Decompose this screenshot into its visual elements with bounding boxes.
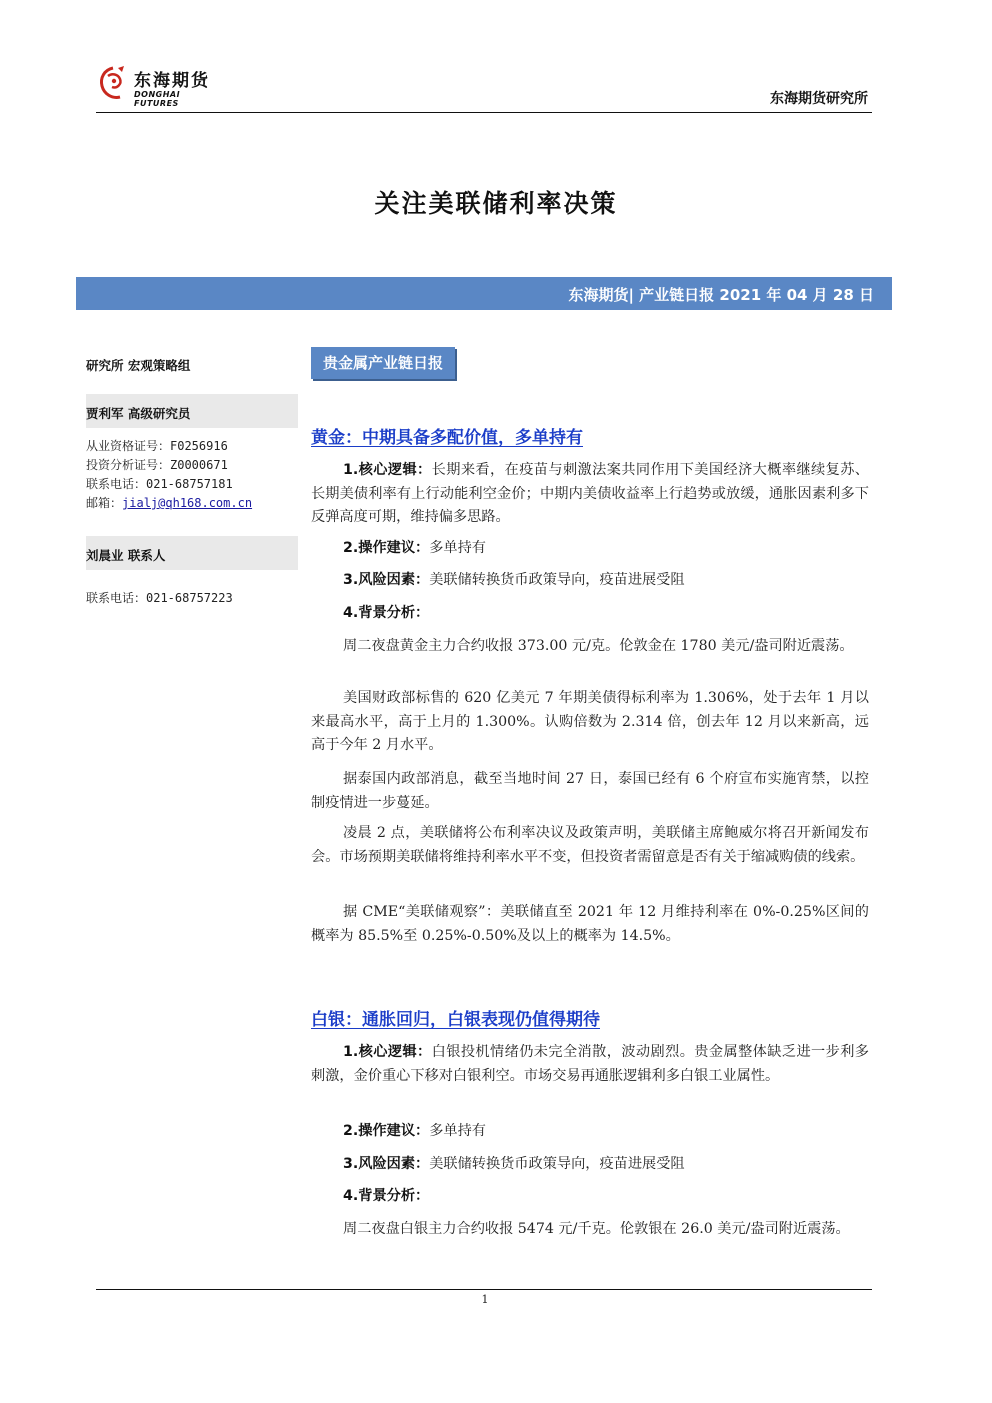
silver-background-heading [311,1185,869,1209]
gold-advice [311,537,869,561]
report-banner [76,277,892,310]
silver-bg-label: 4.背景分析： [343,1188,430,1204]
analyst1-phone: 联系电话：021-68757181 [86,477,233,491]
company-logo [96,64,226,108]
gold-risk-label: 3.风险因素： [343,572,430,588]
silver-section-title: 白银：通胀回归，白银表现仍值得期待 [311,1010,600,1030]
silver-advice-text: 多单持有 [429,1123,486,1139]
institute-name: 东海期货研究所 [770,91,868,107]
silver-advice [311,1120,869,1144]
gold-logic-text: 长期来看，在疫苗与刺激法案共同作用下美国经济大概率继续复苏、长期美债利率有上行动能利空金价；中期内美债收益率上行趋势或放缓，通胀因素利多下反弹高度可期，维持偏多思路。 [311,462,869,525]
analyst2-phone: 联系电话：021-68757223 [86,591,233,605]
analyst1-certificate: 投资分析证号：Z0000671 [86,458,228,472]
header-divider [96,112,872,113]
silver-core-logic [311,1041,869,1088]
gold-risk [311,569,869,593]
silver-risk-text: 美联储转换货币政策导向，疫苗进展受阻 [429,1156,685,1172]
gold-risk-text: 美联储转换货币政策导向，疫苗进展受阻 [429,572,685,588]
dragon-logo-icon [96,64,130,104]
gold-bg-paragraph: 凌晨 2 点，美联储将公布利率决议及政策声明，美联储主席鲍威尔将召开新闻发布会。市场预期美联储将维持利率水平不变，但投资者需留意是否有关于缩减购债的线索。 [311,825,869,865]
gold-section-title: 黄金：中期具备多配价值，多单持有 [311,428,583,448]
logo-chinese-name: 东海期货 [134,71,210,91]
page-header [96,62,872,114]
silver-risk-label: 3.风险因素： [343,1156,430,1172]
section-tag: 贵金属产业链日报 [311,347,455,379]
banner-text: 东海期货| 产业链日报 2021 年 04 月 28 日 [568,286,874,304]
email-link[interactable]: jialj@qh168.com.cn [122,496,253,510]
page-number: 1 [481,1293,489,1306]
logo-english-name: DONGHAI FUTURES [134,90,181,108]
gold-logic-label: 1.核心逻辑： [343,462,432,478]
silver-advice-label: 2.操作建议： [343,1123,430,1139]
analyst2-name: 刘晨业 联系人 [86,548,166,563]
analyst1-email-row [86,496,252,510]
silver-bg-paragraph: 周二夜盘白银主力合约收报 5474 元/千克。伦敦银在 26.0 美元/盎司附近震荡。 [343,1221,850,1237]
email-label: 邮箱： [86,496,123,510]
gold-bg-paragraph: 据 CME“美联储观察”：美联储直至 2021 年 12 月维持利率在 0%-0.25%区间的概率为 85.5%至 0.25%-0.50%及以上的概率为 14.5%。 [311,904,869,944]
silver-risk [311,1153,869,1177]
department-label: 研究所 宏观策略组 [86,358,191,373]
gold-advice-text: 多单持有 [429,540,486,556]
silver-logic-text: 白银投机情绪仍未完全消散，波动剧烈。贵金属整体缺乏进一步利多刺激，金价重心下移对白银利空。市场交易再通胀逻辑利多白银工业属性。 [311,1044,869,1084]
department-heading [86,346,298,380]
page-title: 关注美联储利率决策 [374,189,618,218]
analyst1-qualification: 从业资格证号：F0256916 [86,439,228,453]
gold-bg-paragraph: 据泰国内政部消息，截至当地时间 27 日，泰国已经有 6 个府宣布实施宵禁，以控制疫情进一步蔓延。 [311,771,869,811]
analyst2-heading [86,536,298,570]
gold-bg-paragraph: 美国财政部标售的 620 亿美元 7 年期美债得标利率为 1.306%，处于去年 1 月以来最高水平，高于上月的 1.300%。认购倍数为 2.314 倍，创去年 12 月以来新高，远高于今年 2 月水平。 [311,690,869,753]
gold-bg-label: 4.背景分析： [343,605,430,621]
gold-bg-paragraph: 周二夜盘黄金主力合约收报 373.00 元/克。伦敦金在 1780 美元/盎司附近震荡。 [343,638,854,654]
silver-logic-label: 1.核心逻辑： [343,1044,432,1060]
analyst1-heading [86,394,298,428]
footer-divider [96,1289,872,1290]
gold-background-heading [311,602,869,626]
gold-core-logic [311,459,869,530]
analyst1-name: 贾利军 高级研究员 [86,406,191,421]
gold-advice-label: 2.操作建议： [343,540,430,556]
